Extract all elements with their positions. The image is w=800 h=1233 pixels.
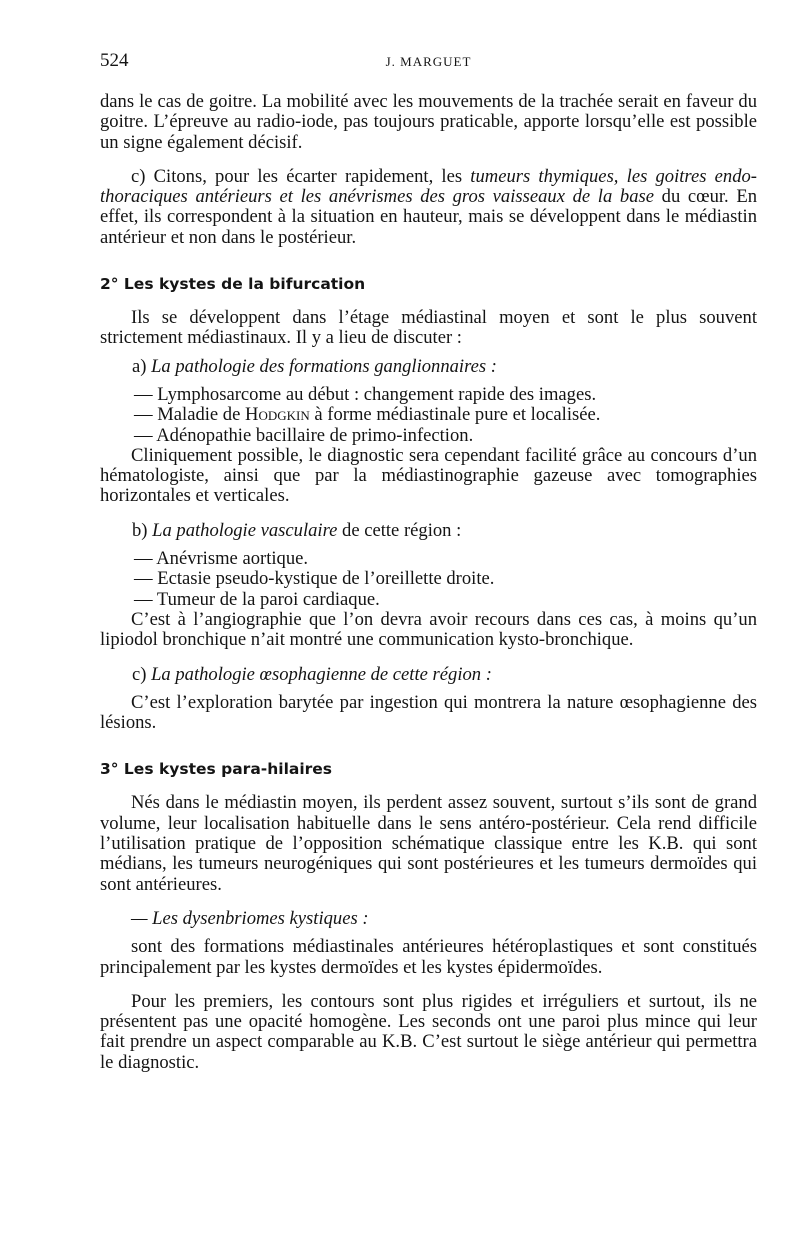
section-title-para-hilar: 3° Les kystes para-hilaires: [100, 760, 333, 779]
author-name: Hodgkin: [245, 404, 310, 426]
section-title-bifurcation: 2° Les kystes de la bifurcation: [100, 275, 366, 294]
paragraph-para-hilar: Nés dans le médiastin moyen, ils perdent assez souvent, surtout s’ils sont de grand volume, leur localisation habituelle dans le sens antéro-postérieur. Cela rend difficile l’utilisation pratique de l’opposition schématique classique entre les K.B. qui sont médians, les tumeurs neurogéniques qui sont postérieures et les tumeurs dermoïdes qui sont antérieures.: [100, 792, 757, 895]
paragraph-dermoid-cysts: Pour les premiers, les contours sont plus rigides et irréguliers et surtout, ils ne présentent pas une opacité homogène. Les seconds ont une paroi plus mince qui leur fait prendre un aspect comparable au K.B. C’est surtout le siège antérieur qui permettra le diagnostic.: [100, 990, 757, 1073]
list-item: — Lymphosarcome au début : changement rapide des images.: [134, 383, 597, 405]
list-item: — Tumeur de la paroi cardiaque.: [134, 588, 380, 610]
thymic-rest: du cœur. En effet, ils correspondent à la situation en hauteur, mais se développent dans le médiastin antérieur et non dans le postérieur.: [100, 186, 757, 248]
list-item: — Anévrisme aortique.: [134, 548, 309, 570]
paragraph-dysembryomas: sont des formations médiastinales antérieures hétéroplastiques et sont constitués principalement par les kystes dermoïdes et les kystes épidermoïdes.: [100, 936, 757, 978]
dysembryomas-title: — Les dysenbriomes kystiques :: [131, 907, 369, 929]
list-item: — Adénopathie bacillaire de primo-infection.: [134, 424, 474, 446]
paragraph-goitre: dans le cas de goitre. La mobilité avec les mouvements de la trachée serait en faveur du goitre. L’épreuve au radio-iode, pas toujours praticable, apporte lorsqu’elle est possible un signe également décisif.: [100, 91, 757, 153]
running-title: J. MARGUET: [385, 54, 472, 69]
subheading-dysembryomas: [100, 909, 757, 929]
subheading-c: [100, 665, 757, 685]
subheading-c-label: c): [132, 663, 152, 685]
paragraph-thymic-tumors: [100, 167, 757, 248]
paragraph-esophageal: C’est l’exploration barytée par ingestion qui montrera la nature œsophagienne des lésions.: [100, 691, 757, 734]
subheading-c-title: La pathologie œsophagienne de cette région :: [151, 663, 492, 685]
subheading-a: [100, 357, 757, 377]
list-item: [100, 405, 757, 425]
subheading-b-after: de cette région :: [337, 519, 462, 541]
list-item-suffix: à forme médiastinale pure et localisée.: [309, 404, 601, 426]
subheading-b-label: b): [132, 519, 153, 541]
page-header: [100, 50, 757, 92]
list-item-prefix: — Maladie de: [134, 404, 246, 426]
bifurcation-intro: Ils se développent dans l’étage médiastinal moyen et sont le plus souvent strictement médiastinaux. Il y a lieu de discuter :: [100, 307, 757, 349]
thymic-italic: tumeurs thymiques, les goitres endo-thoraciques antérieurs et les anévrismes des gros vaisseaux de la base: [100, 165, 757, 208]
subheading-b-title: La pathologie vasculaire: [152, 519, 338, 541]
subheading-b: [100, 521, 757, 541]
page: [100, 50, 757, 1073]
list-item: — Ectasie pseudo-kystique de l’oreillette droite.: [134, 568, 495, 590]
subheading-a-title: La pathologie des formations ganglionnaires :: [151, 355, 497, 377]
thymic-lead: c) Citons, pour les écarter rapidement, les: [131, 165, 471, 187]
subheading-a-label: a): [132, 355, 152, 377]
page-number: 524: [100, 50, 129, 71]
paragraph-angiography: C’est à l’angiographie que l’on devra avoir recours dans ces cas, à moins qu’un lipiodol bronchique n’ait montré une communication kysto-bronchique.: [100, 608, 757, 651]
paragraph-diagnosis: Cliniquement possible, le diagnostic sera cependant facilité grâce au concours d’un hématologiste, ainsi que par la médiastinographie gazeuse avec tomographies horizontales et verticales.: [100, 444, 757, 507]
